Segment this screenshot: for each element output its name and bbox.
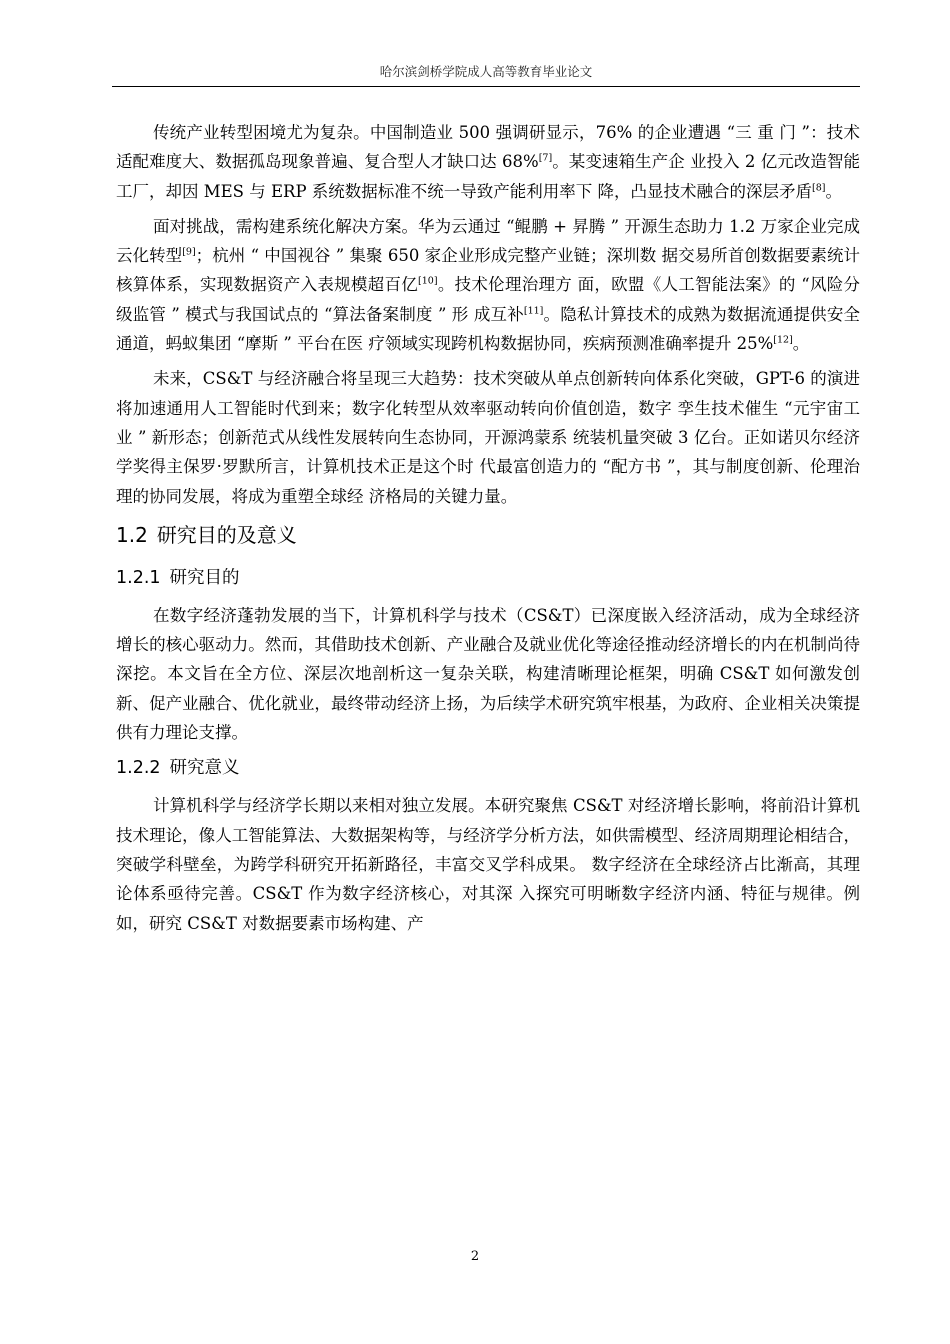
citation-12: [12] <box>773 334 793 346</box>
page-number: 2 <box>470 1249 480 1264</box>
paragraph-research-significance: 计算机科学与经济学长期以来相对独立发展。本研究聚焦 CS&T 对经济增长影响，将前沿计算机技术理论，像人工智能算法、大数据架构等，与经济学分析方法，如供需模型、经济周期理论相结合，突破学科壁垒，为跨学科研究开拓新路径，丰富交叉学科成果。 数字经济在全球经济占比渐高，其理论体系亟待完善。CS&T 作为数字经济核心，对其深 入探究可明晰数字经济内涵、特征与规律。例如，研究 CS&T 对数据要素市场构建、产 <box>116 796 860 933</box>
citation-10: [10] <box>418 275 438 287</box>
section-title: 研究目的及意义 <box>156 522 297 547</box>
paragraph-solutions: 面对挑战，需构建系统化解决方案。华为云通过 “鲲鹏 + 昇腾 ” 开源生态助力 1.2 万家企业完成云化转型[9]；杭州 “ 中国视谷 ” 集聚 650 家企业形成完整产业链；深圳数 据交易所首创数据要素统计核算体系，实现数据资产入表规模超百亿[10]。技术伦理治理方 面，欧盟《人工智能法案》的 “风险分级监管 ” 模式与我国试点的 “算法备案制度 ” 形 成互补[11]。隐私计算技术的成熟为数据流通提供安全通道，蚂蚁集团 “摩斯 ” 平台在医 疗领域实现跨机构数据协同，疾病预测准确率提升 25%[12]。 <box>116 216 861 354</box>
section-heading-1-2 <box>116 517 860 553</box>
citation-7: [7] <box>538 152 553 164</box>
citation-9: [9] <box>182 246 196 258</box>
section-number: 1.2 <box>116 522 148 547</box>
section-number: 1.2.2 <box>116 758 161 779</box>
paragraph-research-purpose: 在数字经济蓬勃发展的当下，计算机科学与技术（CS&T）已深度嵌入经济活动，成为全球经济增长的核心驱动力。然而，其借助技术创新、产业融合及就业优化等途径推动经济增长的内在机制尚待深挖。本文旨在全方位、深层次地剖析这一复杂关联，构建清晰理论框架，明确 CS&T 如何激发创新、促产业融合、优化就业，最终带动经济上扬，为后续学术研究筑牢根基，为政府、企业相关决策提供有力理论支撑。 <box>116 605 860 743</box>
document-body <box>116 118 860 944</box>
paragraph-future-trends: 未来，CS&T 与经济融合将呈现三大趋势：技术突破从单点创新转向体系化突破，GPT-6 的演进将加速通用人工智能时代到来；数字化转型从效率驱动转向价值创造，数字 孪生技术催生 “元宇宙工业 ” 新形态；创新范式从线性发展转向生态协同，开源鸿蒙系 统装机量突破 3 亿台。正如诺贝尔经济学奖得主保罗·罗默所言，计算机技术正是这个时 代最富创造力的 “配方书 ”，其与制度创新、伦理治理的协同发展，将成为重塑全球经 济格局的关键力量。 <box>116 369 860 506</box>
citation-11: [11] <box>523 305 544 317</box>
section-number: 1.2.1 <box>116 567 161 588</box>
page-header: 哈尔滨剑桥学院成人高等教育毕业论文 <box>379 64 593 79</box>
header-divider <box>112 86 860 87</box>
section-title: 研究意义 <box>169 758 240 779</box>
section-heading-1-2-2 <box>116 753 860 783</box>
citation-8: [8] <box>812 182 826 194</box>
paragraph-industry-transformation: 传统产业转型困境尤为复杂。中国制造业 500 强调研显示，76% 的企业遭遇 “三 重 门 ”：技术适配难度大、数据孤岛现象普遍、复合型人才缺口达 68%[7]。某变速箱生产企 业投入 2 亿元改造智能工厂，却因 MES 与 ERP 系统数据标准不统一导致产能利用率下 降，凸显技术融合的深层矛盾[8]。 <box>116 123 860 201</box>
section-title: 研究目的 <box>169 567 240 588</box>
section-heading-1-2-1 <box>116 563 860 593</box>
